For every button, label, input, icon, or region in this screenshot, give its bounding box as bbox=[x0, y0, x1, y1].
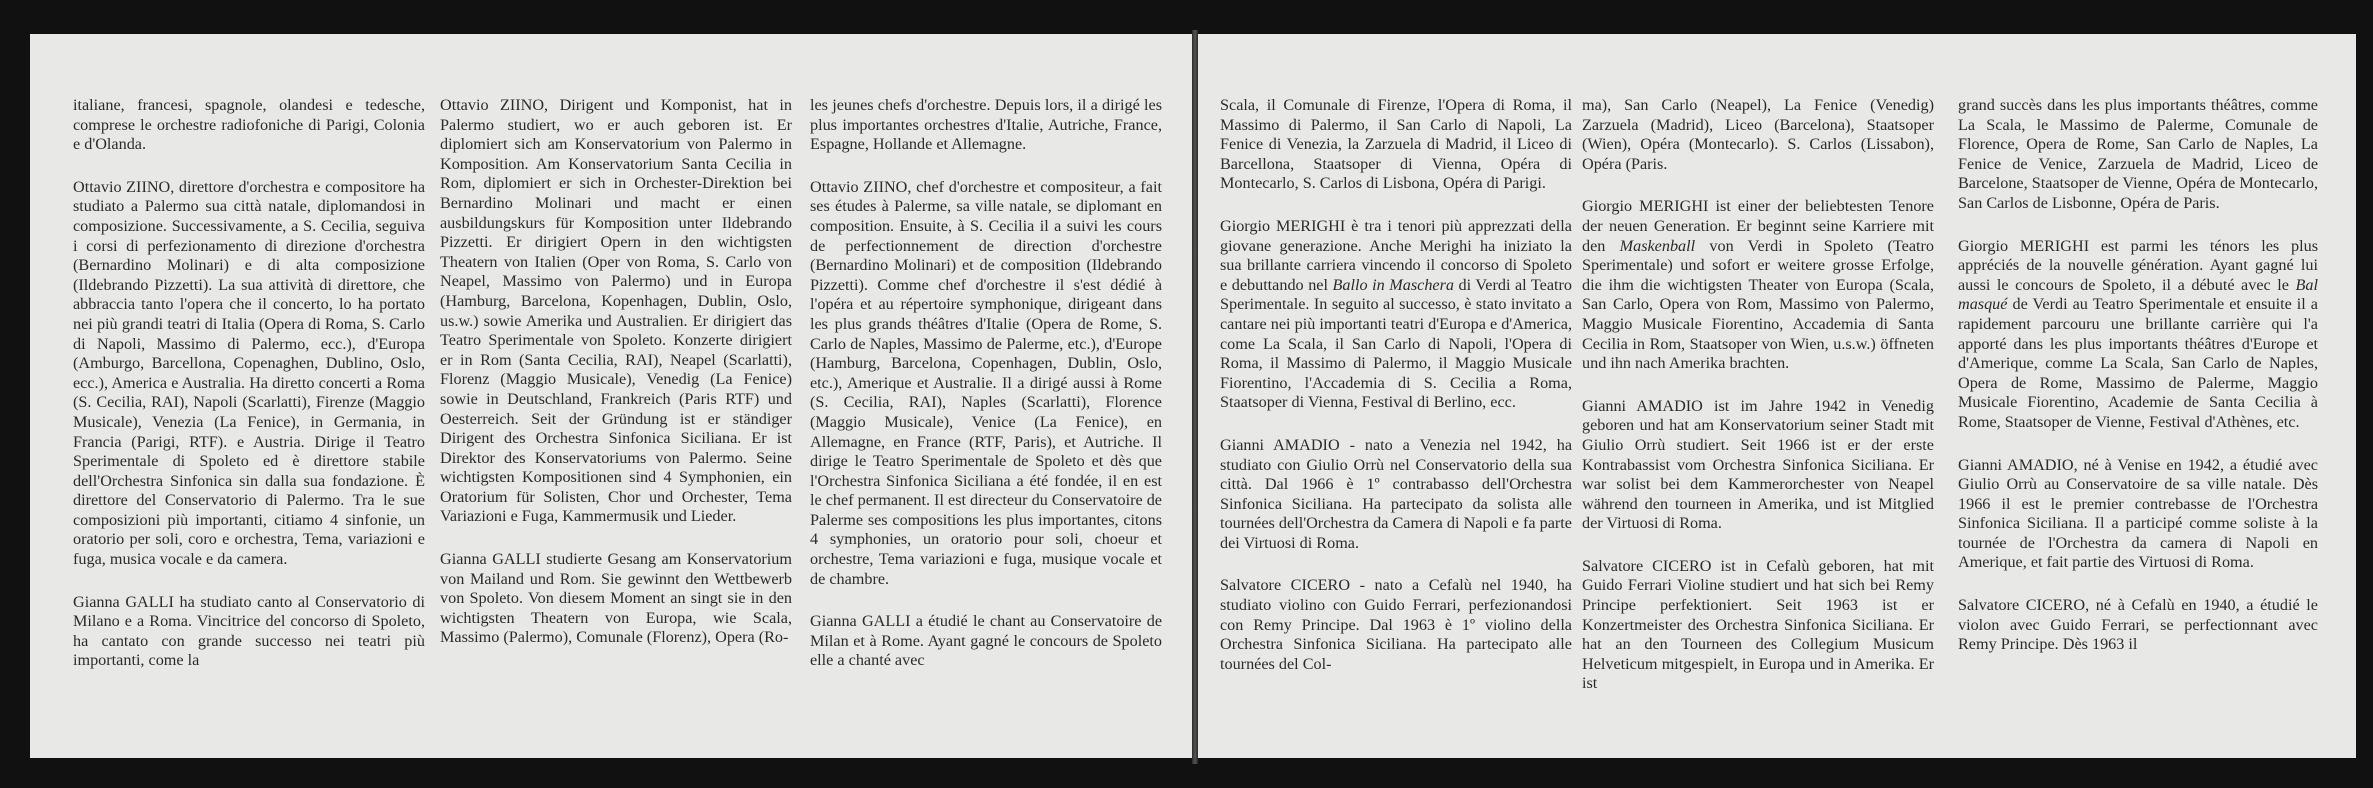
paragraph: Gianni AMADIO ist im Jahre 1942 in Venedig geboren und hat am Konservatorium seiner Stadt mit Giulio Orrù studiert. Seit 1966 ist er der erste Kontrabassist vom Orchestra Sinfonica Siciliana. Er war solist bei dem Kammerorchester von Neapel während den tourneen in Amerika, und ist Mitglied der Virtuosi di Roma. bbox=[1582, 396, 1934, 533]
paragraph: italiane, francesi, spagnole, olandesi e tedesche, comprese le orchestre radiofoniche di Parigi, Colonia e d'Olanda. bbox=[73, 96, 425, 154]
paragraph: Gianna GALLI ha studiato canto al Conservatorio di Milano e a Roma. Vincitrice del concorso di Spoleto, ha cantato con grande successo nei teatri più importanti, come la bbox=[73, 592, 425, 670]
left-column-italian bbox=[73, 96, 425, 694]
paragraph: Gianni AMADIO - nato a Venezia nel 1942, ha studiato con Giulio Orrù nel Conservatorio della sua città. Dal 1966 è 1º contrabasso dell'Orchestra Sinfonica Siciliana. Ha partecipato da solista alle tournées dell'Orchestra da Camera di Napoli e fa parte dei Virtuosi di Roma. bbox=[1220, 435, 1572, 552]
paragraph: Ottavio ZIINO, direttore d'orchestra e compositore ha studiato a Palermo sua città natale, diplomandosi in composizione. Successivamente, a S. Cecilia, seguiva i corsi di perfezionamento di direzione d'orchestra (Bernardino Molinari) e di alta composizione (Ildebrando Pizzetti). La sua attività di direttore, che abbraccia tanto l'opera che il concerto, lo ha portato nei più grandi teatri di Italia (Opera di Roma, S. Carlo di Napoli, Massimo di Palermo, ecc.), d'Europa (Amburgo, Barcellona, Copenaghen, Dublino, Oslo, ecc.), America e Australia. Ha diretto concerti a Roma (S. Cecilia, RAI), Napoli (Scarlatti), Firenze (Maggio Musicale), Venezia (La Fenice), in Germania, in Francia (Parigi, RTF). e Austria. Dirige il Teatro Sperimentale di Spoleto ed è direttore stabile dell'Orchestra Sinfonica sin dalla sua fondazione. È direttore del Conservatorio di Palermo. Tra le sue composizioni più importanti, citiamo 4 sinfonie, un oratorio per soli, coro e orchestra, Tema, variazioni e fuga, musica vocale e da camera. bbox=[73, 177, 425, 569]
paragraph: Gianna GALLI a étudié le chant au Conservatoire de Milan et à Rome. Ayant gagné le concours de Spoleto elle a chanté avec bbox=[810, 612, 1162, 670]
left-column-french bbox=[810, 96, 1162, 694]
right-column-french bbox=[1958, 96, 2318, 678]
paragraph: ma), San Carlo (Neapel), La Fenice (Venedig) Zarzuela (Madrid), Liceo (Barcelona), Staatsoper (Wien), Opéra (Montecarlo). S. Carlos (Lissabon), Opéra (Paris. bbox=[1582, 96, 1934, 173]
paragraph: Ottavio ZIINO, Dirigent und Komponist, hat in Palermo studiert, wo er auch geboren ist. Er diplomiert sich am Konservatorium von Palermo in Komposition. Am Konservatorium Santa Cecilia in Rom, diplomiert er sich in Orchester-Direktion bei Bernardino Molinari und macht er einen ausbildungskurs für Komposition unter Ildebrando Pizzetti. Er dirigiert Opern in den wichtigsten Theatern von Italien (Oper von Roma, S. Carlo von Neapel, Massimo von Palermo) und in Europa (Hamburg, Barcelona, Kopenhagen, Dublin, Oslo, us.w.) sowie Amerika und Australien. Er dirigiert das Teatro Sperimentale von Spoleto. Konzerte dirigiert er in Rom (Santa Cecilia, RAI), Neapel (Scarlatti), Florenz (Maggio Musicale), Venedig (La Fenice) sowie in Deutschland, Frankreich (Paris RTF) und Oesterreich. Seit der Gründung ist er ständiger Dirigent des Orchestra Sinfonica Siciliana. Er ist Direktor des Konservatoriums von Palermo. Seine wichtigsten Kompositionen sind 4 Symphonien, ein Oratorium für Solisten, Chor und Orchester, Tema Variazioni e Fuga, Kammermusik und Lieder. bbox=[440, 96, 792, 526]
paragraph: Ottavio ZIINO, chef d'orchestre et compositeur, a fait ses études à Palerme, sa ville natale, se diplomant en composition. Ensuite, à S. Cecilia il a suivi les cours de perfectionnement de direction d'orchestre (Bernardino Molinari) et de composition (Ildebrando Pizzetti). Comme chef d'orchestre il s'est dédié à l'opéra et au répertoire symphonique, dirigeant dans les plus grands théâtres d'Italie (Opera de Rome, S. Carlo de Naples, Massimo de Palerme, etc.), d'Europe (Hamburg, Barcelona, Copenhagen, Dublin, Oslo, etc.), Amerique et Australie. Il a dirigé aussi à Rome (S. Cecilia, RAI), Naples (Scarlatti), Florence (Maggio Musicale), Venice (La Fenice), en Allemagne, en France (RTF, Paris), et Autriche. Il dirige le Teatro Sperimentale de Spoleto et dès que l'Orchestra Sinfonica Siciliana a été fondée, il en est le chef permanent. Il est directeur du Conservatoire de Palerme ses compositions les plus importantes, citons 4 symphonies, un oratorio pour soli, choeur et orchestre, Tema variazioni e fuga, musique vocale et de chambre. bbox=[810, 177, 1162, 588]
right-column-italian bbox=[1220, 96, 1572, 697]
right-page bbox=[1198, 34, 2356, 758]
paragraph: Salvatore CICERO, né à Cefalù en 1940, a étudié le violon avec Guido Ferrari, se perfectionnant avec Remy Principe. Dès 1963 il bbox=[1958, 596, 2318, 654]
left-page bbox=[30, 34, 1192, 758]
paragraph: Scala, il Comunale di Firenze, l'Opera di Roma, il Massimo di Palermo, il San Carlo di Napoli, La Fenice di Venezia, la Zarzuela di Madrid, il Liceo di Barcellona, Staatsoper di Vienna, Opéra di Montecarlo, S. Carlos di Lisbona, Opéra di Parigi. bbox=[1220, 96, 1572, 193]
paragraph: Giorgio MERIGHI ist einer der beliebtesten Tenore der neuen Generation. Er beginnt seine Karriere mit den Maskenball von Verdi in Spoleto (Teatro Sperimentale) und sofort er weitere grosse Erfolge, die ihm die wichtigsten Theater von Europa (Scala, San Carlo, Opera von Rom, Massimo von Palermo, Maggio Musicale Fiorentino, Accademia di Santa Cecilia in Rom, Staatsoper von Wien, u.s.w.) öffneten und ihn nach Amerika brachten. bbox=[1582, 197, 1934, 373]
paragraph: Gianni AMADIO, né à Venise en 1942, a étudié avec Giulio Orrù au Conservatoire de sa ville natale. Dès 1966 il est le premier contrebasse de l'Orchestra Sinfonica Siciliana. Il a participé comme soliste à la tournée de l'Orchestra da camera di Napoli en Amerique, et fait partie des Virtuosi di Roma. bbox=[1958, 455, 2318, 572]
right-column-german bbox=[1582, 96, 1934, 717]
paragraph: Giorgio MERIGHI est parmi les ténors les plus appréciés de la nouvelle génération. Ayant gagné lui aussi le concours de Spoleto, il a débuté avec le Bal masqué de Verdi au Teatro Sperimentale et ensuite il a rapidement parcouru une brillante carrière qui l'a apporté dans les plus importants théâtres d'Europe et d'Amerique, comme La Scala, San Carlo de Naples, Opera de Rome, Massimo de Palerme, Maggio Musicale Fiorentino, Academie de Santa Cecilia à Rome, Staatsoper de Vienne, Festival d'Athènes, etc. bbox=[1958, 236, 2318, 431]
paragraph: Salvatore CICERO ist in Cefalù geboren, hat mit Guido Ferrari Violine studiert und hat sich bei Remy Principe perfektioniert. Seit 1963 ist er Konzertmeister des Orchestra Sinfonica Siciliana. Er hat an den Tourneen des Collegium Musicum Helveticum mitgespielt, in Europa und in Amerika. Er ist bbox=[1582, 556, 1934, 693]
paragraph: grand succès dans les plus importants théâtres, comme La Scala, le Massimo de Palerme, Comunale de Florence, Opera de Rome, San Carlo de Naples, La Fenice de Venice, Zarzuela de Madrid, Liceo de Barcelone, Staatsoper de Vienne, Opéra de Montecarlo, San Carlos de Lisbonne, Opéra de Paris. bbox=[1958, 96, 2318, 212]
paragraph: Gianna GALLI studierte Gesang am Konservatorium von Mailand und Rom. Sie gewinnt den Wettbewerb von Spoleto. Von diesem Moment an singt sie in den wichtigsten Theatern von Europa, wie Scala, Massimo (Palermo), Comunale (Florenz), Opera (Ro- bbox=[440, 550, 792, 647]
left-column-german bbox=[440, 96, 792, 671]
paragraph: Salvatore CICERO - nato a Cefalù nel 1940, ha studiato violino con Guido Ferrari, perfezionandosi con Remy Principe. Dal 1963 è 1º violino della Orchestra Sinfonica Siciliana. Ha partecipato alle tournées del Col- bbox=[1220, 576, 1572, 673]
paragraph: Giorgio MERIGHI è tra i tenori più apprezzati della giovane generazione. Anche Merighi ha iniziato la sua brillante carriera vincendo il concorso di Spoleto e debuttando nel Ballo in Maschera di Verdi al Teatro Sperimentale. In seguito al successo, è stato invitato a cantare nei più importanti teatri d'Europa e d'America, come La Scala, il San Carlo di Napoli, l'Opera di Roma, il Massimo di Palermo, il Maggio Musicale Fiorentino, l'Accademia di S. Cecilia a Roma, Staatsoper di Vienna, Festival di Berlino, ecc. bbox=[1220, 216, 1573, 412]
paragraph: les jeunes chefs d'orchestre. Depuis lors, il a dirigé les plus importantes orchestres d'Italie, Autriche, France, Espagne, Hollande et Allemagne. bbox=[810, 96, 1162, 154]
